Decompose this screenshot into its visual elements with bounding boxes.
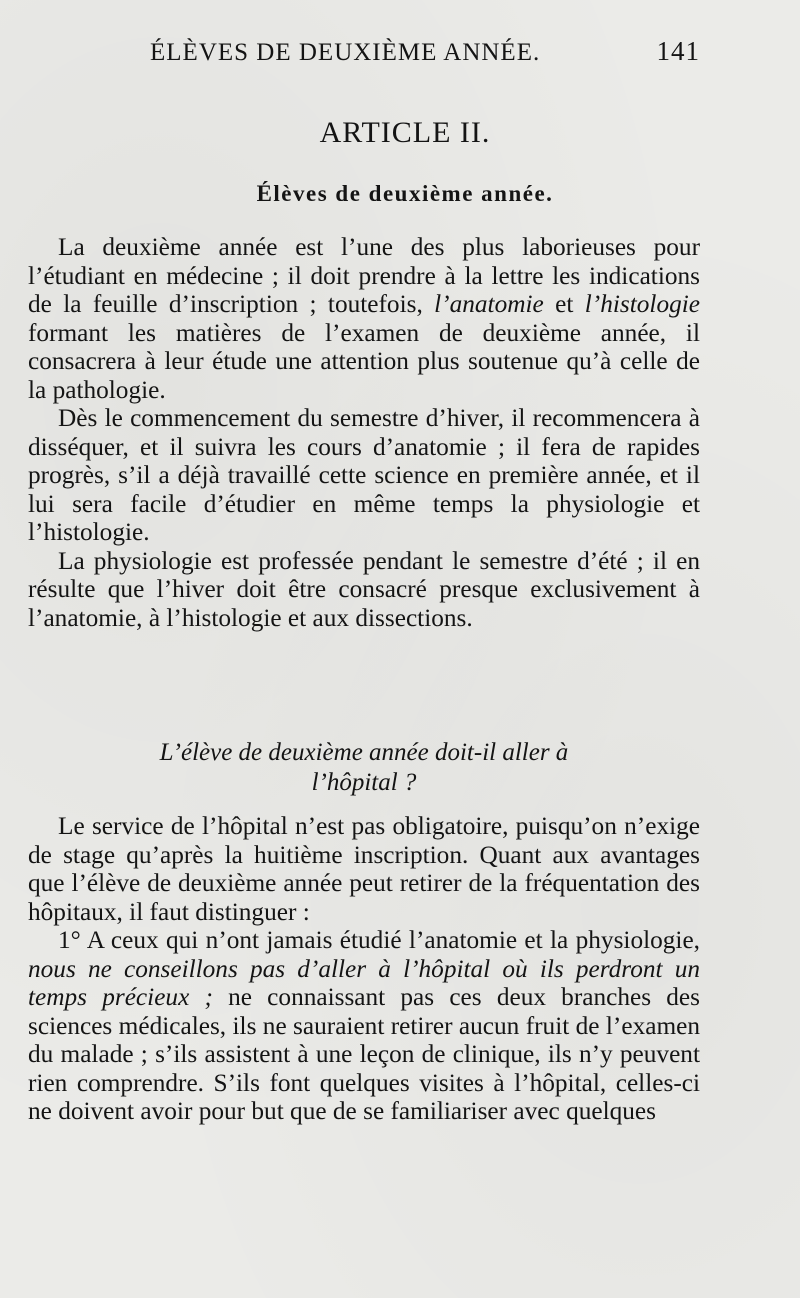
paragraph: La physiologie est professée pendant le semestre d’été ; il en résulte que l’hiver doit être consacré presque exclusivement à l’anatomie, à l’histologie et aux dissections. <box>28 546 700 632</box>
subsection-heading-line: l’hôpital ? <box>311 769 417 796</box>
paragraph <box>28 233 700 404</box>
emphasis-advice: nous ne conseillons pas d’aller à l’hôpital où ils perdront un temps précieux ; <box>28 954 700 1011</box>
section-heading: Élèves de deuxième année. <box>256 181 554 206</box>
emphasis-histologie: l’histologie <box>584 290 700 318</box>
paragraph <box>28 926 700 1126</box>
subsection-heading-line: L’élève de deuxième année doit-il aller à <box>159 739 569 766</box>
section-body <box>28 233 700 632</box>
article-heading: ARTICLE II. <box>319 116 491 149</box>
running-head-title: ÉLÈVES DE DEUXIÈME ANNÉE. <box>150 39 541 66</box>
page-number: 141 <box>656 36 700 66</box>
paragraph-text: formant les matières de l’examen de deuxième année, il consacrera à leur étude une attention plus soutenue qu’à celle de la pathologie. <box>28 318 700 404</box>
emphasis-anatomie: l’anatomie <box>434 290 544 318</box>
paragraph-text: La deuxième année est l’une des plus laborieuses pour l’étudiant en médecine ; il doit prendre à la lettre les indications de la feuille d’inscription ; toutefois, <box>28 233 700 318</box>
subsection-body <box>28 812 700 1126</box>
paragraph-text: ne connaissant pas ces deux branches des sciences médicales, ils ne sauraient retirer aucun fruit de l’examen du malade ; s’ils assistent à une leçon de clinique, ils n’y peuvent rien comprendre. S’ils font quelques visites à l’hôpital, celles-ci ne doivent avoir pour but que de se familiariser avec quelques <box>28 983 700 1125</box>
subsection-heading <box>28 738 700 798</box>
running-head <box>150 36 700 76</box>
paragraph-text: et <box>543 290 585 318</box>
paragraph: Dès le commencement du semestre d’hiver, il recommencera à disséquer, et il suivra les cours d’anatomie ; il fera de rapides progrès, s’il a déjà travaillé cette science en première année, et il lui sera facile d’étudier en même temps la physiologie et l’histologie. <box>28 404 700 546</box>
paragraph: Le service de l’hôpital n’est pas obligatoire, puisqu’on n’exige de stage qu’après la huitième inscription. Quant aux avantages que l’élève de deuxième année peut retirer de la fréquentation des hôpitaux, il faut distinguer : <box>28 812 700 926</box>
paragraph-text: 1° A ceux qui n’ont jamais étudié l’anatomie et la physiologie, <box>58 926 700 954</box>
